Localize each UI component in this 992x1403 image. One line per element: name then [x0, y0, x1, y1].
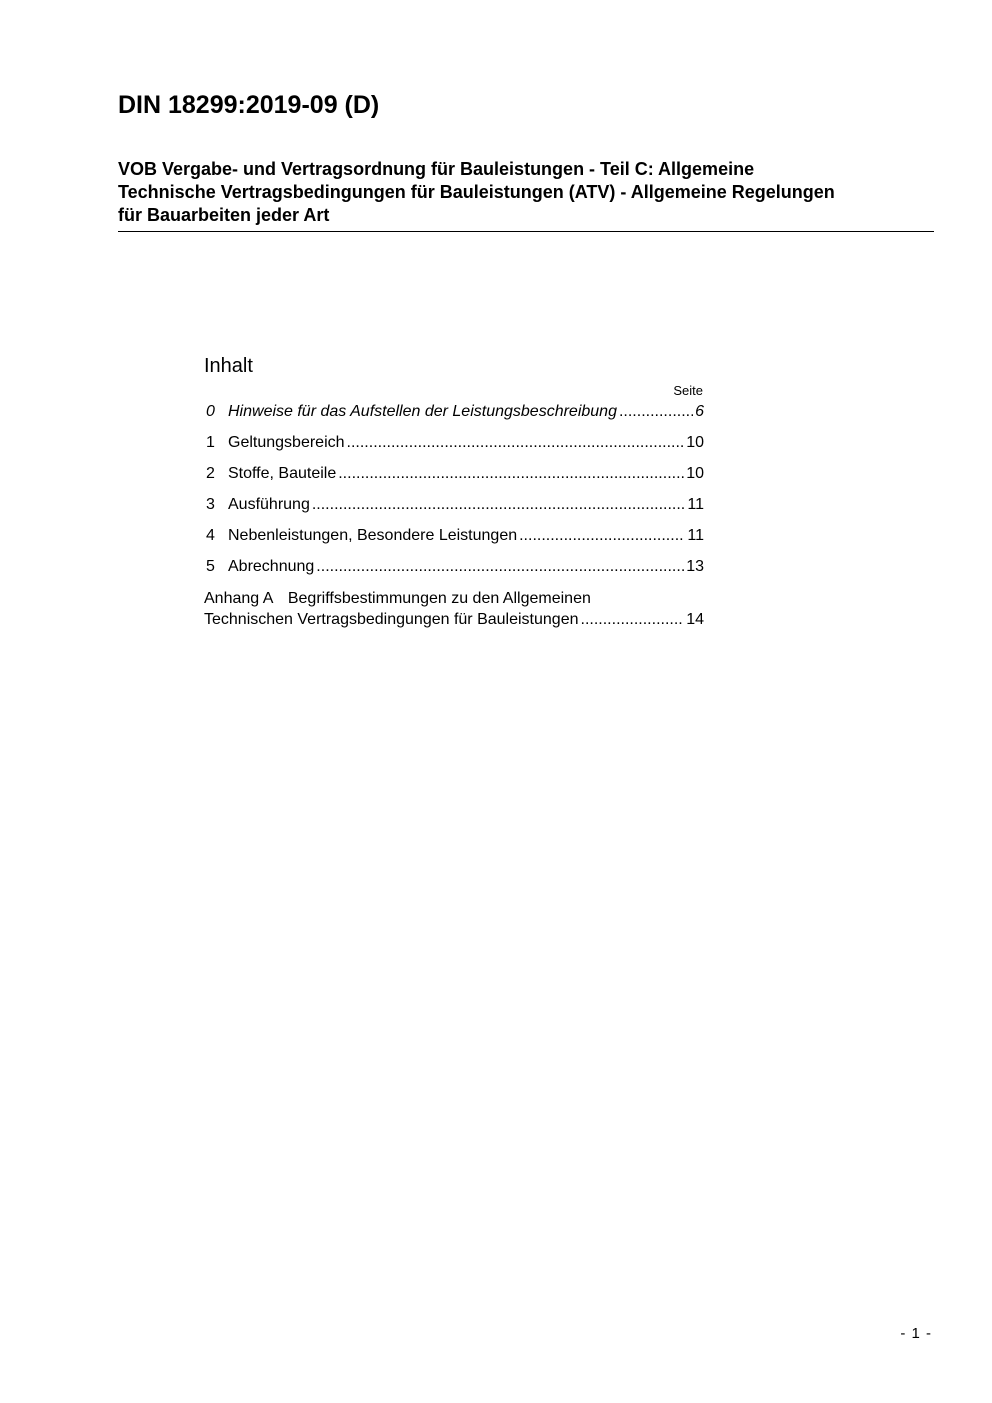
toc-dot-leader — [581, 609, 685, 630]
toc-annex-label: Technischen Vertragsbedingungen für Bauleistungen — [204, 611, 579, 628]
toc-entry-number: 0 — [206, 403, 215, 420]
document-subtitle — [118, 158, 934, 232]
toc-entry-page: 14 — [686, 611, 704, 628]
toc-entry-page: 13 — [686, 558, 704, 575]
table-of-contents — [204, 352, 704, 630]
toc-entry-2[interactable] — [204, 464, 704, 484]
toc-dot-leader — [312, 495, 686, 515]
toc-entry-label: Hinweise für das Aufstellen der Leistungsbeschreibung — [228, 403, 617, 420]
toc-entry-4[interactable] — [204, 526, 704, 546]
subtitle-line: VOB Vergabe- und Vertragsordnung für Bauleistungen - Teil C: Allgemeine — [118, 159, 755, 179]
document-title: DIN 18299:2019-09 (D) — [118, 91, 380, 119]
toc-page-column-label: Seite — [673, 383, 703, 398]
toc-entry-1[interactable] — [204, 433, 704, 453]
toc-entry-number: 1 — [206, 434, 215, 451]
subtitle-line: Technische Vertragsbedingungen für Bauleistungen (ATV) - Allgemeine Regelungen — [118, 182, 835, 202]
toc-entry-page: 6 — [695, 403, 704, 420]
toc-entry-number: 5 — [206, 558, 215, 575]
toc-entry-3[interactable] — [204, 495, 704, 515]
toc-entry-5[interactable] — [204, 557, 704, 577]
toc-dot-leader — [338, 464, 684, 484]
toc-heading: Inhalt — [204, 355, 253, 377]
toc-annex-line — [204, 609, 704, 630]
toc-dot-leader — [519, 526, 685, 546]
toc-entry-page: 11 — [687, 527, 704, 544]
toc-entry-page: 11 — [687, 496, 704, 513]
toc-dot-leader — [619, 402, 693, 422]
toc-annex-label: Begriffsbestimmungen zu den Allgemeinen — [287, 590, 591, 607]
subtitle-line: für Bauarbeiten jeder Art — [118, 205, 330, 225]
toc-entry-label: Stoffe, Bauteile — [228, 465, 337, 482]
toc-entry-label: Nebenleistungen, Besondere Leistungen — [228, 527, 518, 544]
toc-entry-page: 10 — [686, 434, 704, 451]
toc-list — [204, 402, 704, 577]
toc-entry-label: Ausführung — [228, 496, 310, 513]
toc-annex-line — [204, 588, 704, 609]
toc-annex-prefix: Anhang A — [204, 590, 274, 607]
toc-entry-annex-a[interactable] — [204, 588, 704, 630]
toc-entry-number: 2 — [206, 465, 215, 482]
toc-entry-label: Geltungsbereich — [228, 434, 345, 451]
toc-dot-leader — [347, 433, 685, 453]
toc-entry-number: 4 — [206, 527, 215, 544]
toc-entry-label: Abrechnung — [228, 558, 315, 575]
toc-dot-leader — [316, 557, 684, 577]
toc-entry-number: 3 — [206, 496, 215, 513]
toc-entry-page: 10 — [686, 465, 704, 482]
page-number: - 1 - — [900, 1325, 932, 1342]
toc-entry-0[interactable] — [204, 402, 704, 422]
